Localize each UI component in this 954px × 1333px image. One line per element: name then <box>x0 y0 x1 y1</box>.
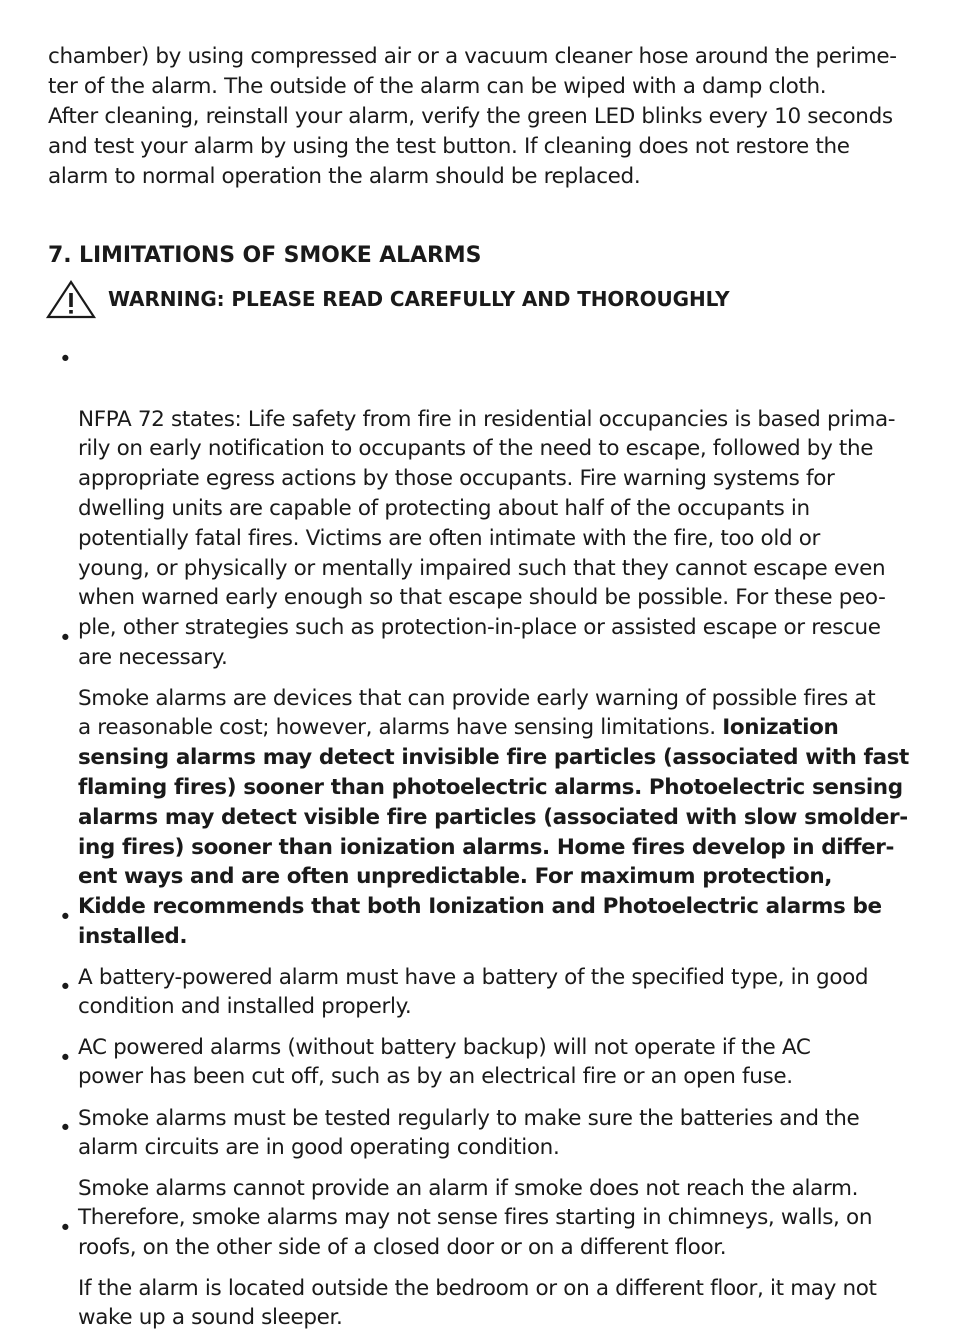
list-item <box>59 1214 910 1333</box>
bullet-text: Smoke alarms cannot provide an alarm if smoke does not reach the alarm. Therefore, smoke alarms may not sense fires starting in chimneys, walls, on roofs, on the other side of a closed door or on a different floor. <box>78 1175 873 1261</box>
bullet-text: Smoke alarms are devices that can provide early warning of possible fires at a reasonable cost; however, alarms have sensing limitations. <box>78 685 876 741</box>
bullet-text: A battery-powered alarm must have a battery of the specified type, in good condition and installed properly. <box>78 964 869 1020</box>
bullet-marker: • <box>59 1116 72 1141</box>
warning-triangle-icon <box>45 280 97 320</box>
bullet-marker: • <box>59 1046 72 1071</box>
bullet-marker: • <box>59 975 72 1000</box>
bullet-marker: • <box>59 905 72 930</box>
bullet-text: NFPA 72 states: Life safety from fire in residential occupancies is based prima- rily on early notification to occupants of the need to escape, followed by the appropriate egress actions by those occupants. Fire warning systems for dwelling units are capable of protecting about half of the occupants in potentially fatal fires. Victims are often intimate with the fire, too old or young, or physically or mentally impaired such that they cannot escape even when warned early enough so that escape should be possible. For these peo- ple, other strategies such as protection-in-place or assisted escape or rescue are necessary. <box>78 406 896 670</box>
bullet-marker: • <box>59 1216 72 1241</box>
bullet-bold-text: Ionization sensing alarms may detect invisible fire particles (associated with fast flaming fires) sooner than photoelectric alarms. Photoelectric sensing alarms may detect visible fire particles (associated with slow smolder- ing fires) sooner than ionization alarms. Home fires develop in differ- ent ways and are often unpredictable. For maximum protection, Kidde recommends that both Ionization and Photoelectric alarms be installed. <box>78 715 909 949</box>
bullet-text: AC powered alarms (without battery backup) will not operate if the AC power has been cut off, such as by an electrical fire or an open fuse. <box>78 1034 811 1090</box>
intro-paragraph: chamber) by using compressed air or a vacuum cleaner hose around the perime- ter of the alarm. The outside of the alarm can be wiped with a damp cloth. After cleaning, reinstall your alarm, verify the green LED blinks every 10 seconds and test your alarm by using the test button. If cleaning does not restore the alarm to normal operation the alarm should be replaced. <box>48 44 897 189</box>
bullet-text: Smoke alarms must be tested regularly to make sure the batteries and the alarm circuits are in good operating condition. <box>78 1105 860 1161</box>
bullet-marker: • <box>59 347 72 372</box>
bullet-marker: • <box>59 626 72 651</box>
section-heading: 7. LIMITATIONS OF SMOKE ALARMS <box>48 243 482 268</box>
warning-text: WARNING: PLEASE READ CAREFULLY AND THOROUGHLY <box>108 287 730 311</box>
bullet-text: If the alarm is located outside the bedroom or on a different floor, it may not wake up a sound sleeper. <box>78 1275 877 1331</box>
warning-banner <box>45 280 905 320</box>
